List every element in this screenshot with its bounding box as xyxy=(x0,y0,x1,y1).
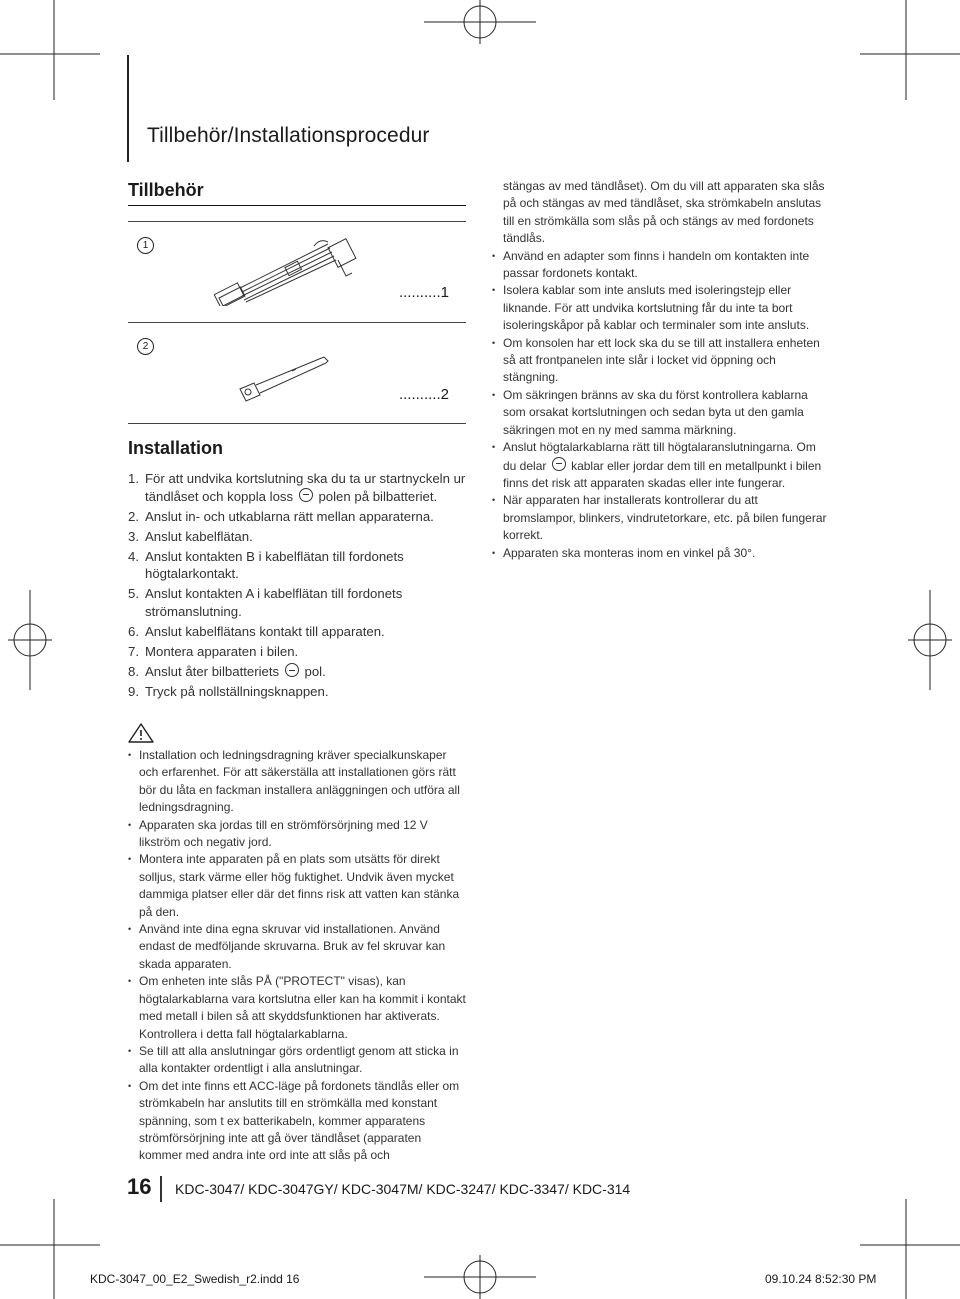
step-text: För att undvika kortslutning ska du ta ur startnyckeln ur tändlåset och koppla loss xyxy=(145,471,466,504)
accessory-number: 1 xyxy=(137,237,154,254)
accessory-item-1 xyxy=(128,221,466,323)
step-text: Montera apparaten i bilen. xyxy=(145,644,299,660)
installation-steps xyxy=(128,470,473,703)
step-number: 5. xyxy=(128,586,139,602)
print-slug-date: 09.10.24 8:52:30 PM xyxy=(765,1272,877,1286)
step-number: 6. xyxy=(128,623,139,639)
step-text: Anslut kabelflätan. xyxy=(145,528,253,544)
right-caution-list xyxy=(492,248,832,562)
minus-pole-icon xyxy=(552,457,566,471)
extraction-key-icon xyxy=(232,349,332,411)
step-text: Anslut åter bilbatteriets xyxy=(145,664,280,680)
caution-continuation: stängas av med tändlåset). Om du vill att apparaten ska slås på och stängas av med tändlåset, ska strömkabeln anslutas till en strömkälla som slås på och stängs av med fordonets tändlås. xyxy=(503,179,825,246)
step xyxy=(128,623,473,641)
caution-item: • Om konsolen har ett lock ska du se till att installera enheten så att frontpanelen inte slår i locket vid öppning och stängning. xyxy=(492,335,832,387)
caution-item: • Isolera kablar som inte ansluts med isoleringstejp eller liknande. För att undvika kortslutning får du inte ta bort isoleringskåpor på kablar och terminaler som inte ansluts. xyxy=(492,282,832,334)
step xyxy=(128,663,473,681)
accessory-number: 2 xyxy=(137,338,154,355)
step-number: 1. xyxy=(128,471,139,486)
caution-item xyxy=(492,439,832,492)
caution-text: Anslut högtalarkablarna rätt till högtalaranslutningarna. Om du delar xyxy=(503,440,816,473)
step-number: 9. xyxy=(128,684,139,700)
step xyxy=(128,528,473,546)
caution-item: • Se till att alla anslutningar görs ordentligt genom att sticka in alla kontakter ordentligt i alla anslutningar. xyxy=(128,1043,466,1078)
installation-heading: Installation xyxy=(128,438,224,458)
step-text: Anslut kabelflätans kontakt till apparaten. xyxy=(145,623,385,639)
step-number: 8. xyxy=(128,664,139,680)
caution-item: • Apparaten ska monteras inom en vinkel på 30°. xyxy=(492,545,832,562)
caution-item: • Installation och ledningsdragning kräver specialkunskaper och erfarenhet. För att säkerställa att installationen görs rätt bör du låta en fackman installera anläggningen och utföra all ledningsdragning. xyxy=(128,747,466,817)
step-number: 7. xyxy=(128,644,139,660)
step xyxy=(128,548,473,583)
caution-item: • Apparaten ska jordas till en strömförsörjning med 12 V likström och negativ jord. xyxy=(128,817,466,852)
caution-item: • När apparaten har installerats kontrollerar du att bromslampor, blinkers, vindrutetorkare, etc. på bilen fungerar korrekt. xyxy=(492,492,832,544)
caution-text-cont: kablar eller jordar dem till en metallpunkt i bilen finns det risk att apparaten skadas eller inte fungerar. xyxy=(503,458,822,490)
title-rule xyxy=(127,55,129,162)
caution-item: • Använd en adapter som finns i handeln om kontakten inte passar fordonets kontakt. xyxy=(492,248,832,283)
step xyxy=(128,643,473,661)
caution-item: • Montera inte apparaten på en plats som utsätts för direkt solljus, stark värme eller hög fuktighet. Undvik även mycket dammiga platser eller där det finns risk att vatten kan stänka på den. xyxy=(128,851,466,921)
caution-item: • Använd inte dina egna skruvar vid installationen. Använd endast de medföljande skruvarna. Bruk av fel skruvar kan skada apparaten. xyxy=(128,921,466,973)
page-number: 16 xyxy=(127,1174,152,1199)
caution-item: • Om enheten inte slås PÅ ("PROTECT" visas), kan högtalarkablarna vara kortslutna eller kan ha kommit i kontakt med metall i bilen så att skyddsfunktionen har aktiverats. Kontrollera i detta fall högtalarkablarna. xyxy=(128,973,466,1043)
footer-divider xyxy=(160,1176,162,1202)
step-text-cont: pol. xyxy=(304,664,326,680)
minus-pole-icon xyxy=(299,488,313,502)
caution-item: • Om säkringen bränns av ska du först kontrollera kablarna som orsakat kortslutningen och sedan byta ut den gamla säkringen mot en ny med samma märkning. xyxy=(492,387,832,439)
step-text: Tryck på nollställningsknappen. xyxy=(145,684,329,700)
caution-list xyxy=(128,747,466,1165)
step-text-cont: polen på bilbatteriet. xyxy=(318,488,438,504)
minus-pole-icon xyxy=(285,663,299,677)
step-text: Anslut kontakten B i kabelflätan till fordonets högtalarkontakt. xyxy=(145,548,404,582)
step xyxy=(128,508,473,526)
step-number: 2. xyxy=(128,508,139,524)
accessory-qty: ..........1 xyxy=(398,284,449,301)
step xyxy=(128,585,473,620)
right-column xyxy=(492,178,832,562)
wiring-harness-icon xyxy=(212,234,372,306)
accessories-heading: Tillbehör xyxy=(128,180,466,206)
step xyxy=(128,470,473,505)
step-number: 3. xyxy=(128,528,139,544)
step-text: Anslut in- och utkablarna rätt mellan apparaterna. xyxy=(145,508,434,524)
accessory-qty: ..........2 xyxy=(398,386,449,403)
step xyxy=(128,683,473,701)
step-number: 4. xyxy=(128,548,139,564)
model-list: KDC-3047/ KDC-3047GY/ KDC-3047M/ KDC-3247/ KDC-3347/ KDC-314 xyxy=(175,1181,631,1197)
print-slug-file: KDC-3047_00_E2_Swedish_r2.indd 16 xyxy=(90,1272,300,1286)
page-title: Tillbehör/Installationsprocedur xyxy=(147,124,430,147)
warning-triangle-icon xyxy=(128,723,154,743)
accessory-item-2 xyxy=(128,322,466,424)
caution-item: • Om det inte finns ett ACC-läge på fordonets tändlås eller om strömkabeln har anslutits till en strömkälla med konstant spänning, som t ex batterikabeln, kommer apparatens strömförsörjning inte att gå över tändlåset (apparaten kommer med andra inte ord inte att slås på och xyxy=(128,1078,466,1165)
step-text: Anslut kontakten A i kabelflätan till fordonets strömanslutning. xyxy=(145,586,403,619)
